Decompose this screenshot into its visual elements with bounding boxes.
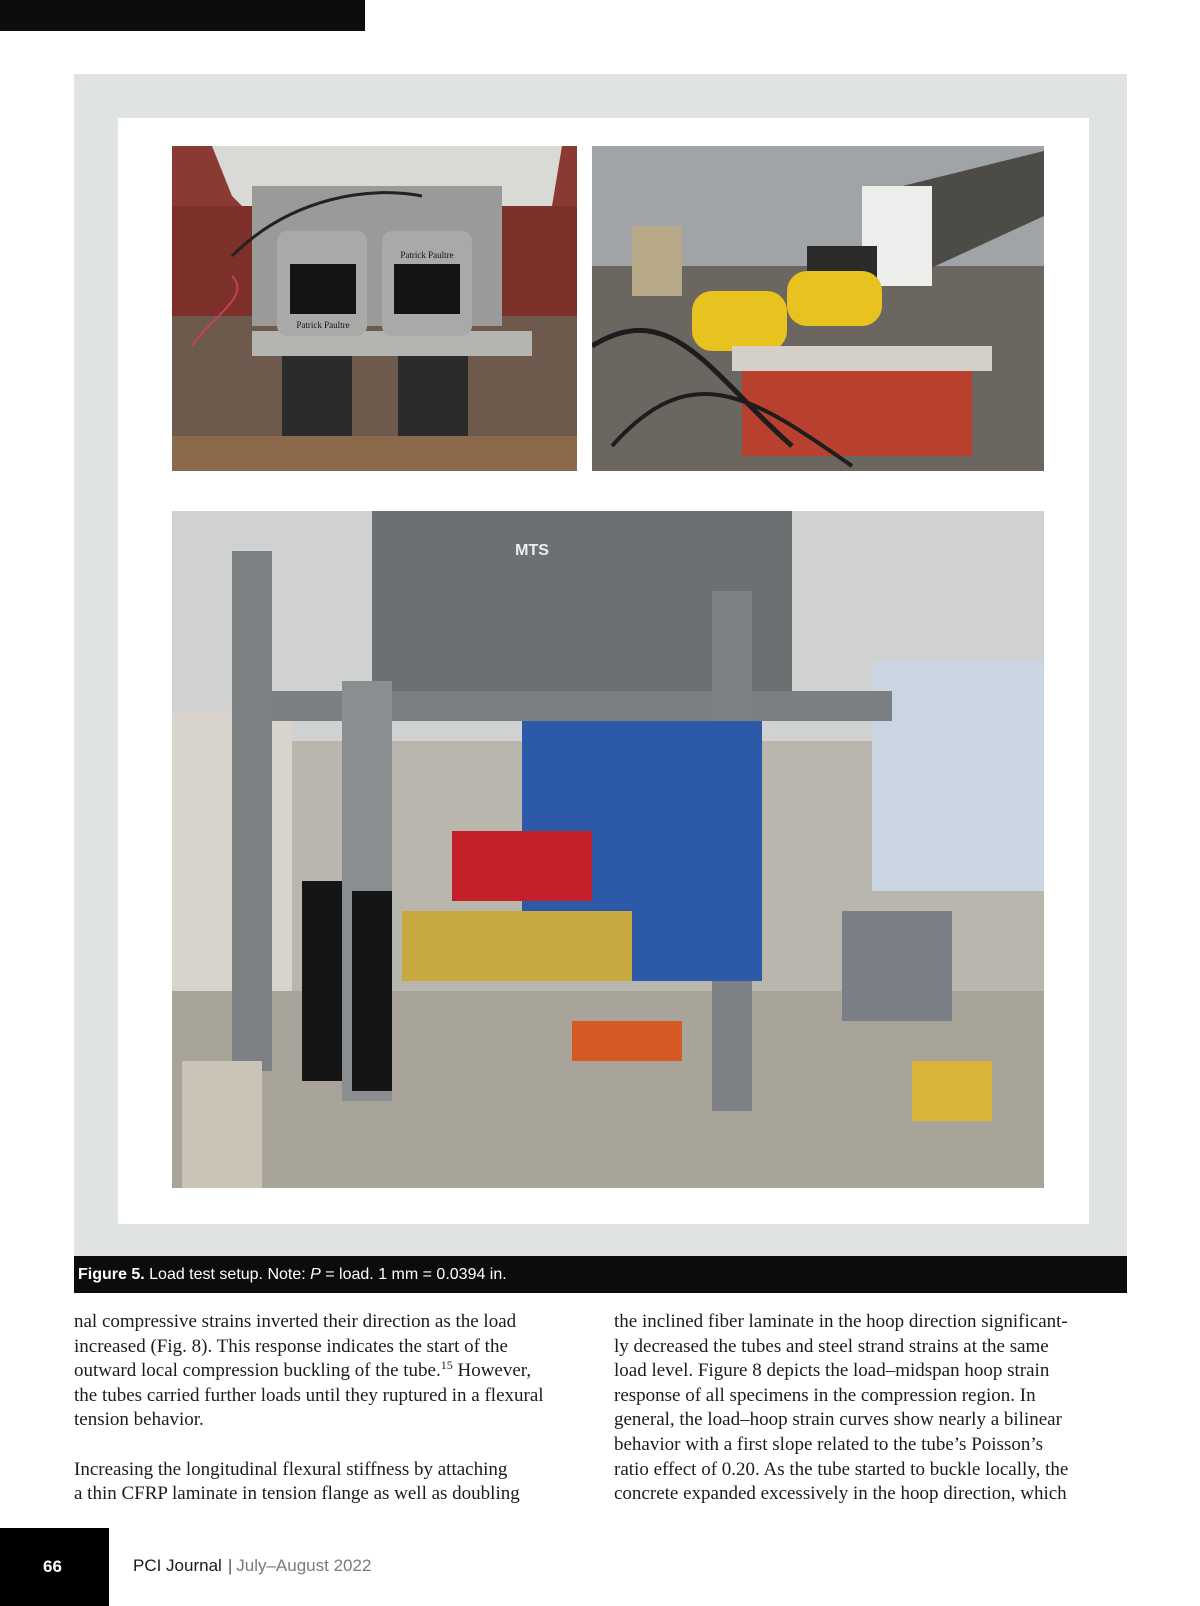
figure-caption-symbol: P: [310, 1266, 321, 1283]
page-number: 66: [43, 1557, 62, 1576]
body-column-left: [74, 1310, 586, 1507]
photo-label: Patrick Paultre: [400, 250, 454, 260]
paragraph: Increasing the longitudinal flexural stiffness by attaching a thin CFRP laminate in tension flange as well as doubling: [74, 1458, 520, 1505]
figure-caption-text: Load test setup. Note:: [149, 1266, 311, 1283]
reference-superscript: 15: [440, 1358, 453, 1373]
running-footer: [133, 1556, 371, 1576]
header-bar: [0, 0, 365, 31]
photo-load-cells: [172, 146, 577, 471]
figure-caption: [74, 1256, 1127, 1293]
photo-label: Patrick Paultre: [296, 320, 350, 330]
journal-name: PCI Journal: [133, 1556, 222, 1575]
photo-label: MTS: [515, 542, 549, 559]
paragraph-text: However, the tubes carried further loads until they ruptured in a flexural tension behavior.: [74, 1360, 544, 1431]
figure-caption-text: = load. 1 mm = 0.0394 in.: [320, 1266, 507, 1283]
figure-caption-label: Figure 5.: [78, 1266, 145, 1283]
issue-date: July–August 2022: [236, 1556, 372, 1575]
body-column-right: [614, 1310, 1132, 1507]
paragraph-text: nal compressive strains inverted their direction as the load increased (Fig. 8). This response indicates the start of the outward local compression buckling of the tube.: [74, 1311, 517, 1382]
figure-panel: [118, 118, 1089, 1224]
paragraph: [74, 1310, 586, 1433]
figure-frame: [74, 74, 1127, 1256]
photo-test-frame: [172, 511, 1044, 1188]
photo-hydraulic-jacks: [592, 146, 1044, 471]
paragraph: the inclined fiber laminate in the hoop direction significant- ly decreased the tubes and steel strand strains at the same load level. Figure 8 depicts the load–midspan hoop strain response of all specimens in the compression region. In general, the load–hoop strain curves show nearly a bilinear behavior with a first slope related to the tube’s Poisson’s ratio effect of 0.20. As the tube started to buckle locally, the concrete expanded excessively in the hoop direction, which: [614, 1311, 1069, 1505]
footer-separator: |: [227, 1556, 233, 1575]
